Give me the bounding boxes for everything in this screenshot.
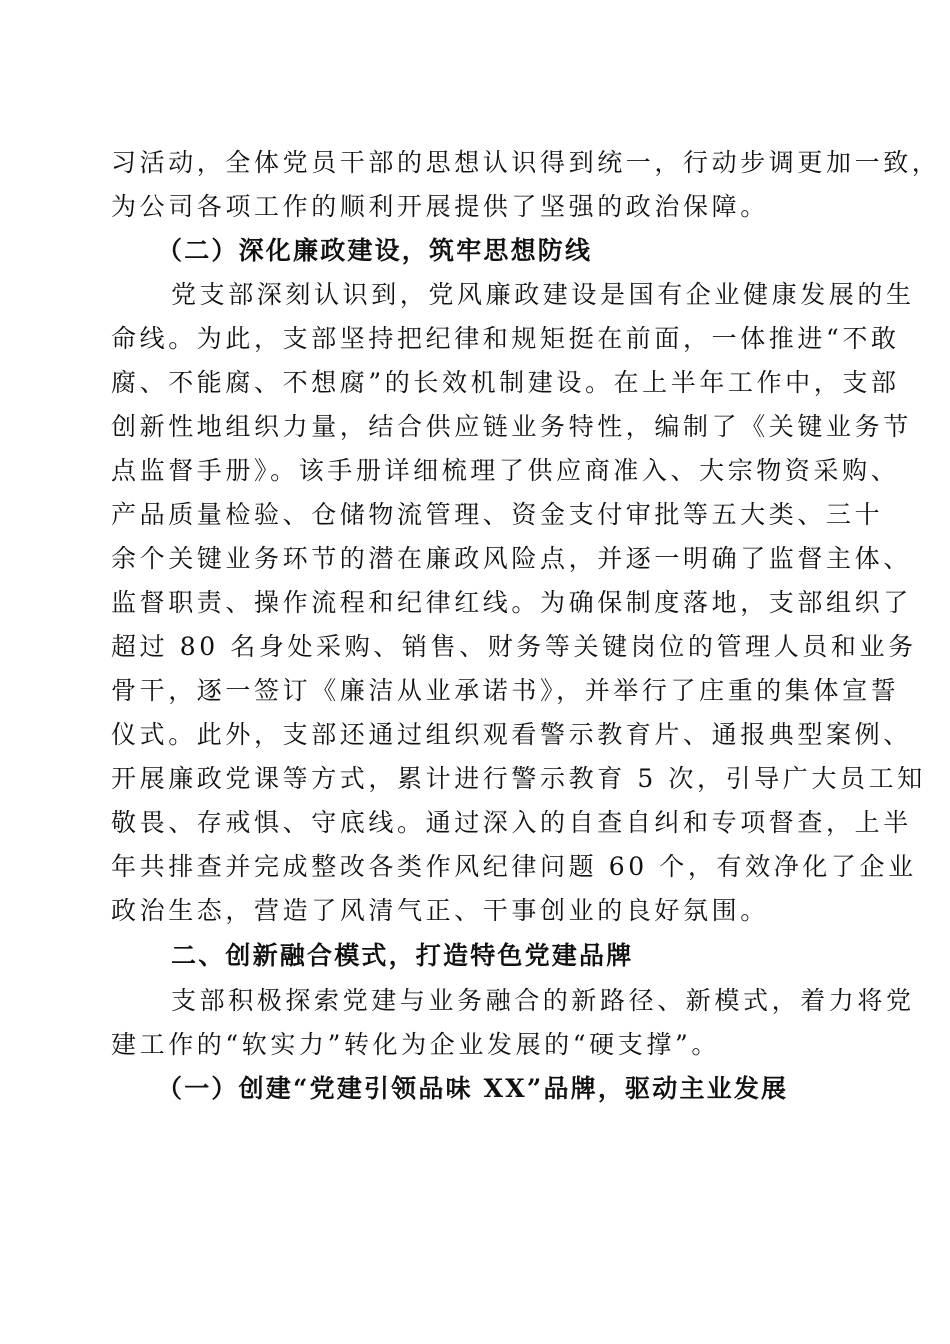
paragraph-line: 为公司各项工作的顺利开展提供了坚强的政治保障。 — [111, 192, 769, 221]
paragraph-line: 点监督手册》。该手册详细梳理了供应商准入、大宗物资采购、 — [111, 456, 900, 485]
paragraph-line: 敬畏、存戒惧、守底线。通过深入的自查自纠和专项督查，上半 — [111, 808, 912, 837]
paragraph-line: 政治生态，营造了风清气正、干事创业的良好氛围。 — [111, 896, 769, 925]
paragraph-line: 骨干，逐一签订《廉洁从业承诺书》，并举行了庄重的集体宣誓 — [111, 676, 900, 705]
paragraph-line: 超过 80 名身处采购、销售、财务等关键岗位的管理人员和业务 — [111, 632, 917, 661]
paragraph-line: 建工作的“软实力”转化为企业发展的“硬支撑”。 — [111, 1030, 720, 1059]
subsection-heading: （一）创建“党建引领品味 XX”品牌，驱动主业发展 — [157, 1074, 789, 1103]
paragraph-line: 产品质量检验、仓储物流管理、资金支付审批等五大类、三十 — [111, 500, 884, 529]
paragraph-line: 命线。为此，支部坚持把纪律和规矩挺在前面，一体推进“不敢 — [111, 324, 900, 353]
paragraph-line: 党支部深刻认识到，党风廉政建设是国有企业健康发展的生 — [171, 280, 915, 309]
paragraph-line: 创新性地组织力量，结合供应链业务特性，编制了《关键业务节 — [111, 412, 912, 441]
paragraph-line: 监督职责、操作流程和纪律红线。为确保制度落地，支部组织了 — [111, 588, 912, 617]
paragraph-line: 仪式。此外，支部还通过组织观看警示教育片、通报典型案例、 — [111, 720, 912, 749]
paragraph-line: 习活动，全体党员干部的思想认识得到统一，行动步调更加一致， — [111, 148, 941, 177]
subsection-heading: （二）深化廉政建设，筑牢思想防线 — [157, 236, 593, 265]
paragraph-line: 余个关键业务环节的潜在廉政风险点，并逐一明确了监督主体、 — [111, 544, 912, 573]
section-heading: 二、创新融合模式，打造特色党建品牌 — [171, 941, 634, 970]
paragraph-line: 开展廉政党课等方式，累计进行警示教育 5 次，引导广大员工知 — [111, 764, 926, 793]
paragraph-line: 年共排查并完成整改各类作风纪律问题 60 个，有效净化了企业 — [111, 852, 917, 881]
paragraph-line: 支部积极探索党建与业务融合的新路径、新模式，着力将党 — [171, 986, 915, 1015]
paragraph-line: 腐、不能腐、不想腐”的长效机制建设。在上半年工作中，支部 — [111, 368, 900, 397]
